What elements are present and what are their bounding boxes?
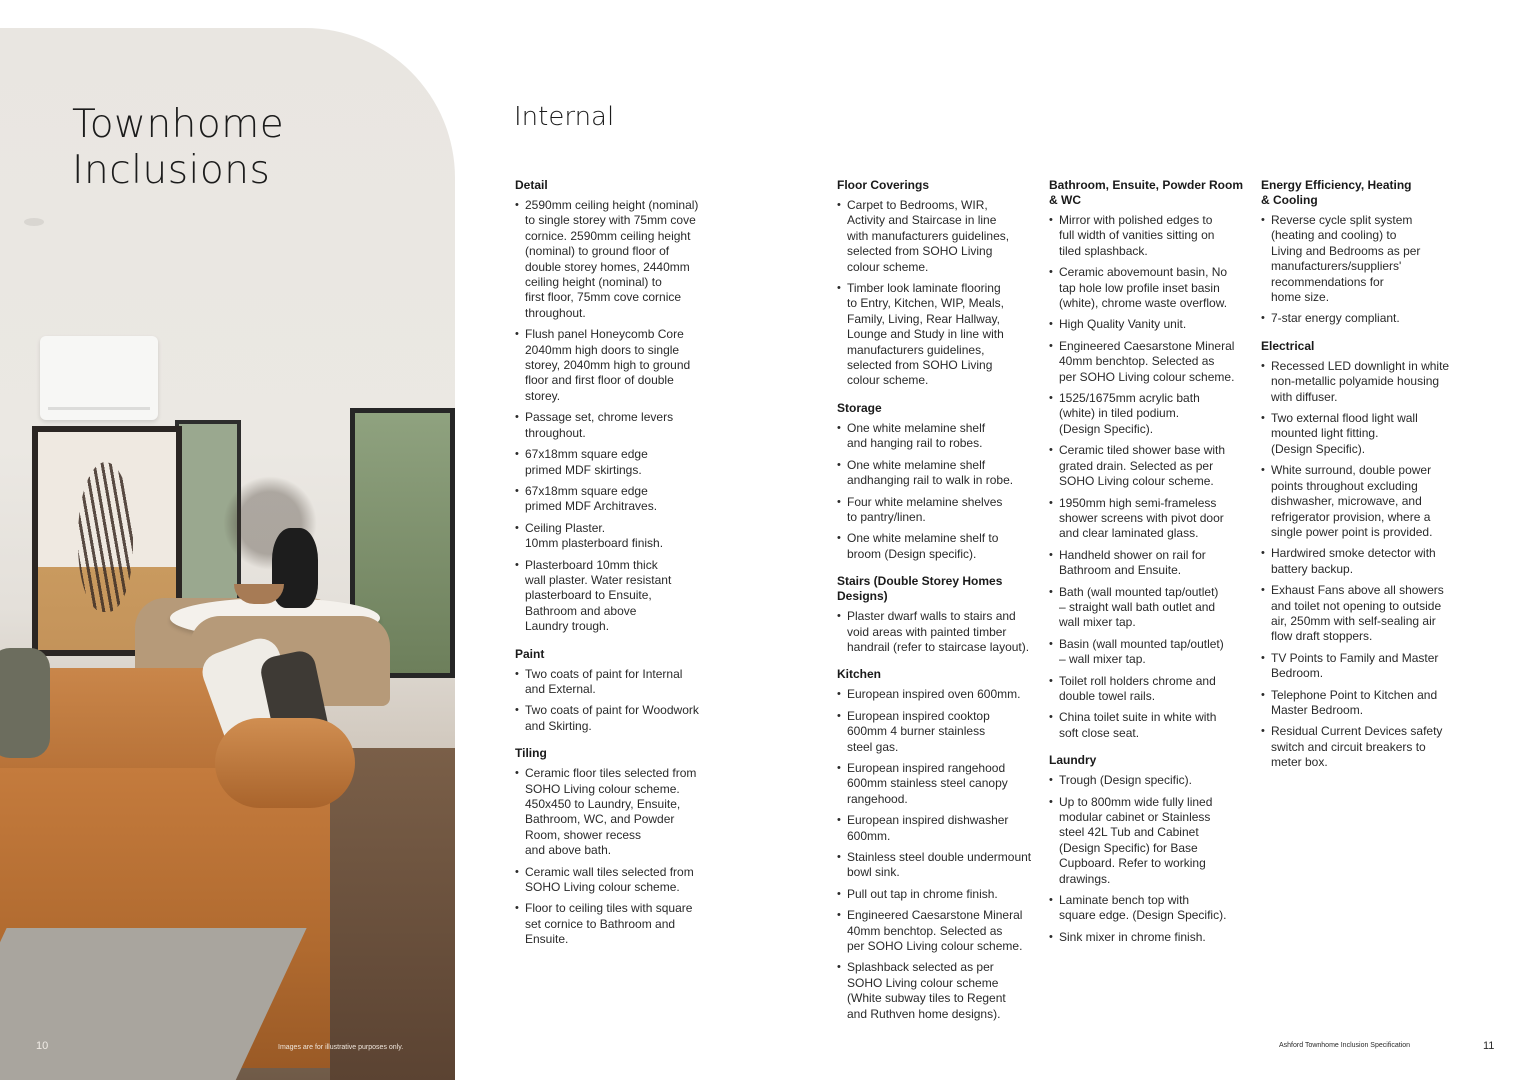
list-item: • White surround, double power points throughout excluding dishwasher, microwave, and refrigerator provision, where a single power point is provided. [1261, 463, 1471, 540]
list-item: • Carpet to Bedrooms, WIR, Activity and Staircase in line with manufacturers guidelines, selected from SOHO Living colour scheme. [837, 198, 1037, 275]
item-list [837, 609, 1037, 655]
list-item: • Two coats of paint for Internal and External. [515, 667, 720, 698]
page-number-left: 10 [36, 1040, 49, 1052]
section-heading: Storage [837, 400, 882, 415]
list-item: • Ceramic wall tiles selected from SOHO Living colour scheme. [515, 865, 720, 896]
list-item: • 2590mm ceiling height (nominal) to single storey with 75mm cove cornice. 2590mm ceiling height (nominal) to ground floor of double storey homes, 2440mm ceiling height (nominal) to first floor, 75mm cove cornice throughout. [515, 198, 720, 321]
page-title: Townhome Inclusions [72, 102, 285, 193]
list-item: • Pull out tap in chrome finish. [837, 887, 1037, 902]
ceiling-downlight [24, 218, 44, 226]
list-item: • One white melamine shelf andhanging rail to walk in robe. [837, 458, 1037, 489]
list-item: • Plasterboard 10mm thick wall plaster. Water resistant plasterboard to Ensuite, Bathroom and above Laundry trough. [515, 558, 720, 635]
list-item: • Laminate bench top with square edge. (Design Specific). [1049, 893, 1249, 924]
list-item: • 67x18mm square edge primed MDF skirtings. [515, 447, 720, 478]
list-item: • European inspired rangehood 600mm stainless steel canopy rangehood. [837, 761, 1037, 807]
list-item: • Engineered Caesarstone Mineral 40mm benchtop. Selected as per SOHO Living colour scheme. [837, 908, 1037, 954]
timber-floor [330, 748, 455, 1080]
list-item: • Stainless steel double undermount bowl sink. [837, 850, 1037, 881]
cushion [0, 648, 50, 758]
image-disclaimer: Images are for illustrative purposes only. [278, 1044, 404, 1051]
list-item: • European inspired oven 600mm. [837, 687, 1037, 702]
list-item: • Bath (wall mounted tap/outlet) – straight wall bath outlet and wall mixer tap. [1049, 585, 1249, 631]
list-item: • Residual Current Devices safety switch and circuit breakers to meter box. [1261, 724, 1471, 770]
list-item: • Sink mixer in chrome finish. [1049, 930, 1249, 945]
item-list [515, 198, 720, 635]
list-item: • Splashback selected as per SOHO Living colour scheme (White subway tiles to Regent and Ruthven home designs). [837, 960, 1037, 1022]
item-list [837, 198, 1037, 389]
section-heading: Stairs (Double Storey Homes Designs) [837, 574, 1003, 604]
item-list [837, 687, 1037, 1022]
list-item: • Exhaust Fans above all showers and toilet not opening to outside air, 250mm with self-sealing air flow draft stoppers. [1261, 583, 1471, 645]
list-item: • Ceramic floor tiles selected from SOHO Living colour scheme. 450x450 to Laundry, Ensuite, Bathroom, WC, and Powder Room, shower recess and above bath. [515, 766, 720, 858]
list-item: • Handheld shower on rail for Bathroom and Ensuite. [1049, 548, 1249, 579]
split-system-unit [40, 336, 158, 420]
list-item: • Passage set, chrome levers throughout. [515, 410, 720, 441]
list-item: • Mirror with polished edges to full width of vanities sitting on tiled splashback. [1049, 213, 1249, 259]
item-list [515, 766, 720, 947]
list-item: • 1525/1675mm acrylic bath (white) in tiled podium. (Design Specific). [1049, 391, 1249, 437]
section-heading: Floor Coverings [837, 178, 930, 192]
list-item: • Reverse cycle split system (heating and cooling) to Living and Bedrooms as per manufacturers/suppliers' recommendations for home size. [1261, 213, 1471, 305]
list-item: • Floor to ceiling tiles with square set cornice to Bathroom and Ensuite. [515, 901, 720, 947]
column-2 [837, 178, 1037, 1028]
column-1 [515, 178, 720, 954]
list-item: • Telephone Point to Kitchen and Master Bedroom. [1261, 688, 1471, 719]
item-list [1049, 213, 1249, 741]
list-item: • One white melamine shelf to broom (Design specific). [837, 531, 1037, 562]
list-item: • Ceiling Plaster. 10mm plasterboard finish. [515, 521, 720, 552]
list-item: • Engineered Caesarstone Mineral 40mm benchtop. Selected as per SOHO Living colour scheme. [1049, 339, 1249, 385]
list-item: • Flush panel Honeycomb Core 2040mm high doors to single storey, 2040mm high to ground floor and first floor of double storey. [515, 327, 720, 404]
list-item: • Four white melamine shelves to pantry/linen. [837, 495, 1037, 526]
item-list [837, 421, 1037, 562]
list-item: • 7-star energy compliant. [1261, 311, 1471, 326]
list-item: • Trough (Design specific). [1049, 773, 1249, 788]
list-item: • 1950mm high semi-frameless shower screens with pivot door and clear laminated glass. [1049, 496, 1249, 542]
section-heading: Laundry [1049, 753, 1097, 768]
list-item: • European inspired cooktop 600mm 4 burner stainless steel gas. [837, 709, 1037, 755]
list-item: • 67x18mm square edge primed MDF Architraves. [515, 484, 720, 515]
item-list [515, 667, 720, 735]
column-4 [1261, 178, 1471, 777]
list-item: • Recessed LED downlight in white non-metallic polyamide housing with diffuser. [1261, 359, 1471, 405]
sofa-arm [215, 718, 355, 808]
list-item: • Ceramic tiled shower base with grated drain. Selected as per SOHO Living colour scheme. [1049, 443, 1249, 489]
section-heading: Kitchen [837, 667, 882, 682]
item-list [1049, 773, 1249, 945]
page-number-right: 11 [1483, 1040, 1495, 1052]
list-item: • One white melamine shelf and hanging rail to robes. [837, 421, 1037, 452]
list-item: • Hardwired smoke detector with battery backup. [1261, 546, 1471, 577]
section-title: Internal [514, 102, 615, 132]
item-list [1261, 359, 1471, 771]
list-item: • Plaster dwarf walls to stairs and void areas with painted timber handrail (refer to staircase layout). [837, 609, 1037, 655]
list-item: • Two coats of paint for Woodwork and Skirting. [515, 703, 720, 734]
item-list [1261, 213, 1471, 327]
section-heading: Energy Efficiency, Heating & Cooling [1261, 178, 1412, 207]
list-item: • Toilet roll holders chrome and double towel rails. [1049, 674, 1249, 705]
section-heading: Electrical [1261, 338, 1315, 353]
list-item: • TV Points to Family and Master Bedroom. [1261, 651, 1471, 682]
list-item: • Ceramic abovemount basin, No tap hole low profile inset basin (white), chrome waste overflow. [1049, 265, 1249, 311]
list-item: • High Quality Vanity unit. [1049, 317, 1249, 332]
list-item: • Basin (wall mounted tap/outlet) – wall mixer tap. [1049, 637, 1249, 668]
list-item: • Timber look laminate flooring to Entry, Kitchen, WIP, Meals, Family, Living, Rear Hallway, Lounge and Study in line with manufacturers guidelines, selected from SOHO Living colour scheme. [837, 281, 1037, 389]
section-heading: Bathroom, Ensuite, Powder Room & WC [1049, 178, 1244, 207]
list-item: • China toilet suite in white with soft close seat. [1049, 710, 1249, 741]
document-footer-title: Ashford Townhome Inclusion Specification [1279, 1042, 1411, 1049]
column-3 [1049, 178, 1249, 951]
section-heading: Detail [515, 178, 548, 192]
section-heading: Tiling [515, 746, 547, 761]
list-item: • Up to 800mm wide fully lined modular cabinet or Stainless steel 42L Tub and Cabinet (Design Specific) for Base Cupboard. Refer to working drawings. [1049, 795, 1249, 887]
list-item: • European inspired dishwasher 600mm. [837, 813, 1037, 844]
section-heading: Paint [515, 646, 545, 661]
list-item: • Two external flood light wall mounted light fitting. (Design Specific). [1261, 411, 1471, 457]
